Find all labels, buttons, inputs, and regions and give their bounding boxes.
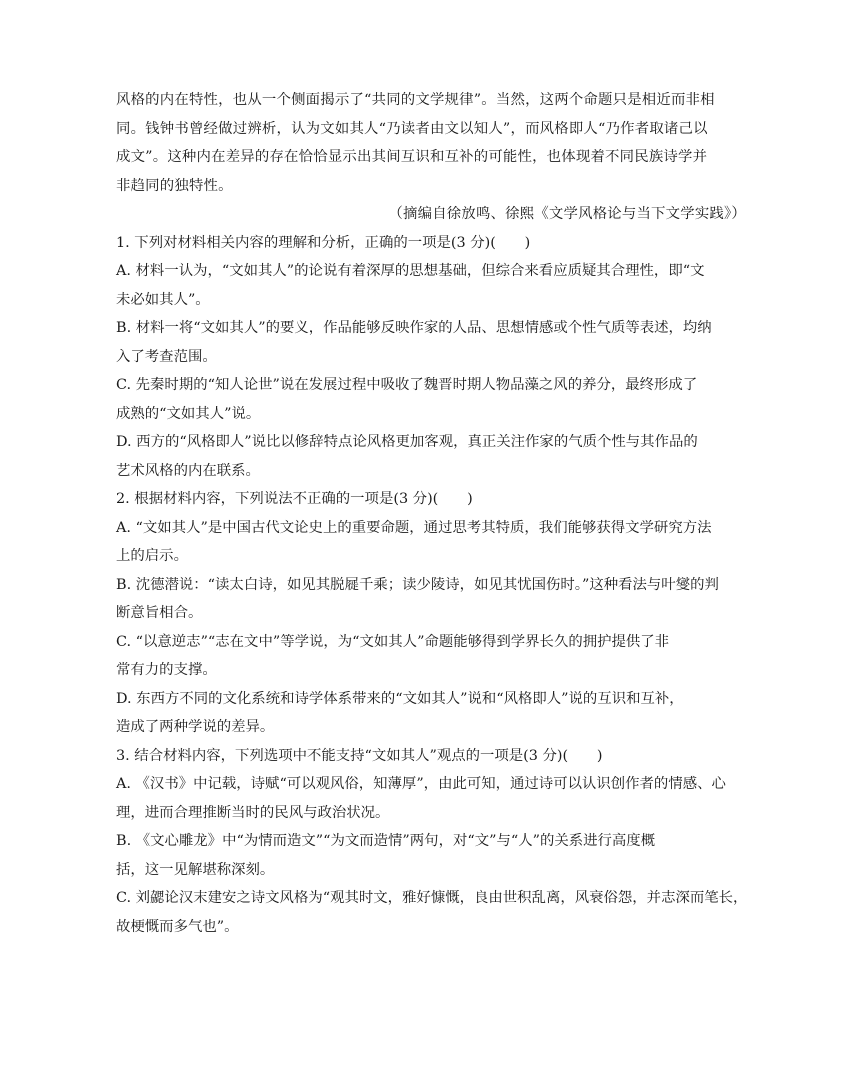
option-c-line-1: C. “以意逆志”“志在文中”等学说，为“文如其人”命题能够得到学界长久的拥护提供了非 — [116, 633, 670, 650]
passage-line: 风格的内在特性，也从一个侧面揭示了“共同的文学规律”。当然，这两个命题只是相近而非相 — [116, 92, 715, 108]
passage-source: （摘编自徐放鸣、徐熙《文学风格论与当下文学实践》） — [388, 206, 746, 222]
option-b-line-2: 入了考查范围。 — [116, 348, 217, 365]
option-a-line-1: A. “文如其人”是中国古代文论史上的重要命题，通过思考其特质，我们能够获得文学研究方法 — [116, 519, 712, 536]
question-2 — [116, 489, 746, 746]
option-b-line-2: 断意旨相合。 — [116, 605, 203, 621]
question-stem: 1. 下列对材料相关内容的理解和分析，正确的一项是(3 分)( ) — [116, 234, 531, 251]
option-d-line-1: D. 东西方不同的文化系统和诗学体系带来的“文如其人”说和“风格即人”说的互识和互补， — [116, 690, 684, 707]
option-b-line-1: B. 材料一将“文如其人”的要义，作品能够反映作家的人品、思想情感或个性气质等表述，均纳 — [116, 320, 712, 336]
option-a-line-1: A. 《汉书》中记载，诗赋“可以观风俗，知薄厚”，由此可知，通过诗可以认识创作者的情感、心 — [116, 776, 726, 792]
option-d-line-1: D. 西方的“风格即人”说比以修辞特点论风格更加客观，真正关注作家的气质个性与其作品的 — [116, 434, 698, 450]
passage-line: 成文”。这种内在差异的存在恰恰显示出其间互识和互补的可能性，也体现着不同民族诗学并 — [116, 149, 708, 165]
passage — [116, 90, 746, 233]
option-c-line-1: C. 刘勰论汉末建安之诗文风格为“观其时文，雅好慷慨，良由世积乱离，风衰俗怨，并志深而笔长， — [116, 890, 748, 906]
option-d-line-2: 艺术风格的内在联系。 — [116, 462, 260, 479]
option-d-line-2: 造成了两种学说的差异。 — [116, 719, 275, 735]
option-b-line-2: 括，这一见解堪称深刻。 — [116, 861, 275, 878]
question-1 — [116, 233, 746, 490]
document-page — [116, 90, 746, 945]
question-stem: 3. 结合材料内容，下列选项中不能支持“文如其人”观点的一项是(3 分)( ) — [116, 747, 603, 764]
option-a-line-2: 未必如其人”。 — [116, 291, 210, 308]
passage-line: 同。钱钟书曾经做过辨析，认为文如其人“乃读者由文以知人”，而风格即人“乃作者取诸己以 — [116, 120, 708, 137]
option-a-line-2: 上的启示。 — [116, 548, 188, 564]
option-b-line-1: B. 沈德潜说：“读太白诗，如见其脱屣千乘；读少陵诗，如见其忧国伤时。”这种看法与叶燮的判 — [116, 576, 719, 593]
question-stem: 2. 根据材料内容，下列说法不正确的一项是(3 分)( ) — [116, 491, 473, 507]
option-c-line-1: C. 先秦时期的“知人论世”说在发展过程中吸收了魏晋时期人物品藻之风的养分，最终形成了 — [116, 377, 698, 393]
option-a-line-1: A. 材料一认为，“文如其人”的论说有着深厚的思想基础，但综合来看应质疑其合理性，即“文 — [116, 263, 705, 279]
question-3 — [116, 746, 746, 946]
passage-line: 非趋同的独特性。 — [116, 177, 233, 194]
option-c-line-2: 成熟的“文如其人”说。 — [116, 405, 261, 422]
option-b-line-1: B. 《文心雕龙》中“为情而造文”“为文而造情”两句，对“文”与“人”的关系进行高度概 — [116, 833, 656, 849]
option-a-line-2: 理，进而合理推断当时的民风与政治状况。 — [116, 804, 390, 821]
option-c-line-2: 常有力的支撑。 — [116, 662, 217, 678]
option-c-line-2: 故梗慨而多气也”。 — [116, 918, 239, 935]
